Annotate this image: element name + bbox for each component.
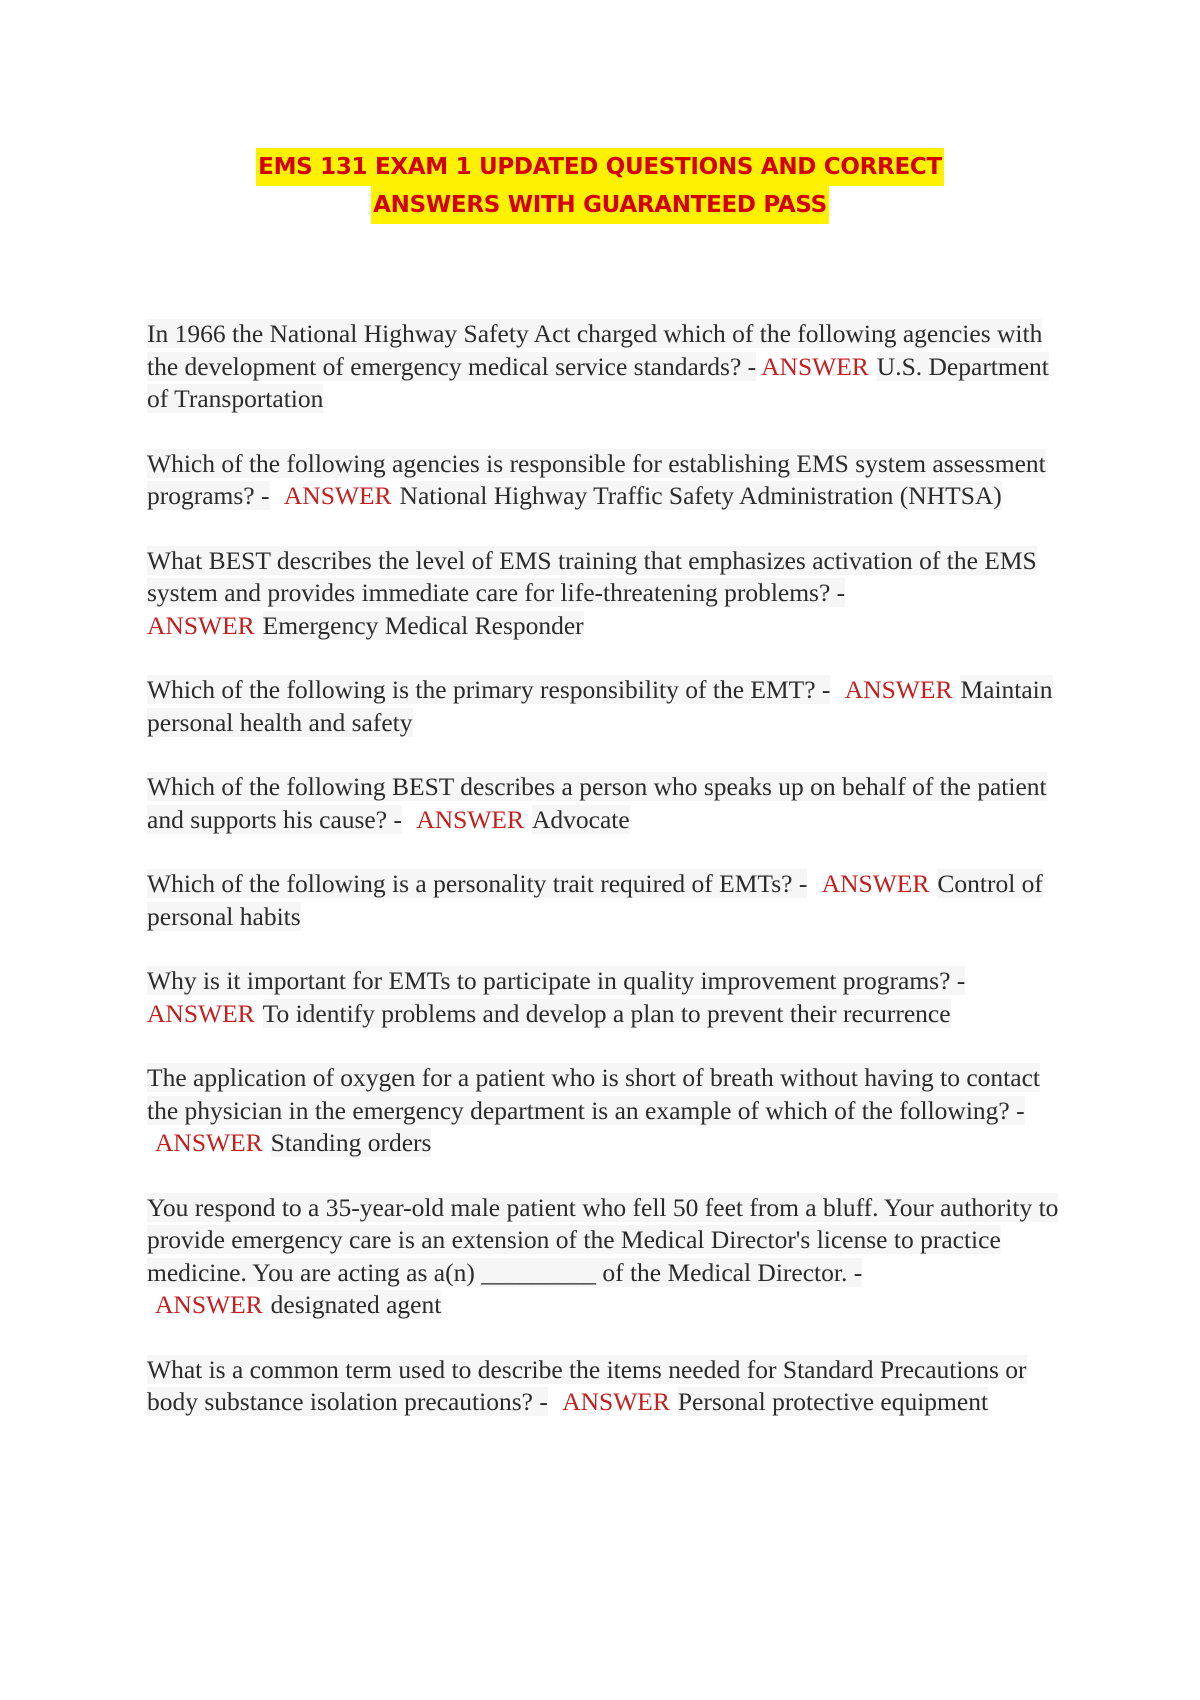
qa-item-5 — [147, 771, 1067, 836]
answer-text: Maintain personal health and safety — [147, 675, 1053, 737]
title-line-1: EMS 131 EXAM 1 UPDATED QUESTIONS AND CORRECT — [256, 148, 944, 186]
answer-text: National Highway Traffic Safety Administration (NHTSA) — [399, 481, 1002, 510]
answer-text: Standing orders — [270, 1128, 432, 1157]
qa-item-7 — [147, 965, 1067, 1030]
qa-item-3 — [147, 545, 1067, 643]
answer-label: ANSWER — [416, 804, 524, 834]
qa-list — [147, 318, 1067, 1451]
title-line-2: ANSWERS WITH GUARANTEED PASS — [371, 186, 829, 224]
question-text: Which of the following BEST describes a person who speaks up on behalf of the patient and supports his cause? - — [147, 772, 1047, 834]
answer-label: ANSWER — [562, 1387, 670, 1416]
answer-text: U.S. Department of Transportation — [147, 351, 1049, 413]
qa-item-6 — [147, 868, 1067, 933]
question-text: You respond to a 35-year-old male patient who fell 50 feet from a bluff. Your authority to provide emergency care is an extension of the Medical Director's license to practice medicine. You are acting as a(n) _________ of the Medical Director. - — [147, 1192, 1059, 1287]
question-text: Which of the following is the primary responsibility of the EMT? - — [147, 675, 831, 704]
question-text: Which of the following agencies is responsible for establishing EMS system assessment programs? - — [147, 448, 1046, 510]
answer-text: Personal protective equipment — [677, 1387, 989, 1416]
answer-text: designated agent — [270, 1290, 442, 1319]
qa-item-8 — [147, 1062, 1067, 1160]
answer-label: ANSWER — [821, 869, 930, 898]
question-text: Which of the following is a personality trait required of EMTs? - — [147, 869, 808, 898]
qa-item-2 — [147, 448, 1067, 513]
question-text: What is a common term used to describe the items needed for Standard Precautions or body substance isolation precautions? - — [147, 1354, 1027, 1416]
answer-label: ANSWER — [761, 351, 869, 381]
qa-item-1 — [147, 318, 1067, 416]
answer-label: ANSWER — [147, 610, 255, 640]
document-title — [0, 148, 1200, 224]
answer-label: ANSWER — [155, 1290, 263, 1319]
answer-label: ANSWER — [155, 1128, 263, 1157]
qa-item-4 — [147, 674, 1067, 739]
answer-label: ANSWER — [147, 998, 255, 1028]
answer-label: ANSWER — [283, 481, 392, 510]
answer-text: To identify problems and develop a plan to prevent their recurrence — [262, 998, 951, 1028]
answer-text: Advocate — [532, 804, 630, 834]
qa-item-10 — [147, 1354, 1067, 1419]
qa-item-9 — [147, 1192, 1067, 1322]
answer-text: Control of personal habits — [147, 869, 1043, 931]
answer-text: Emergency Medical Responder — [262, 610, 584, 640]
question-text: In 1966 the National Highway Safety Act charged which of the following agencies with the development of emergency medical service standards? - — [147, 319, 1043, 381]
question-text: Why is it important for EMTs to participate in quality improvement programs? - — [147, 966, 966, 995]
question-text: What BEST describes the level of EMS training that emphasizes activation of the EMS system and provides immediate care for life-threatening problems? - — [147, 545, 1037, 607]
answer-label: ANSWER — [844, 675, 953, 704]
question-text: The application of oxygen for a patient who is short of breath without having to contact the physician in the emergency department is an example of which of the following? - — [147, 1063, 1040, 1125]
